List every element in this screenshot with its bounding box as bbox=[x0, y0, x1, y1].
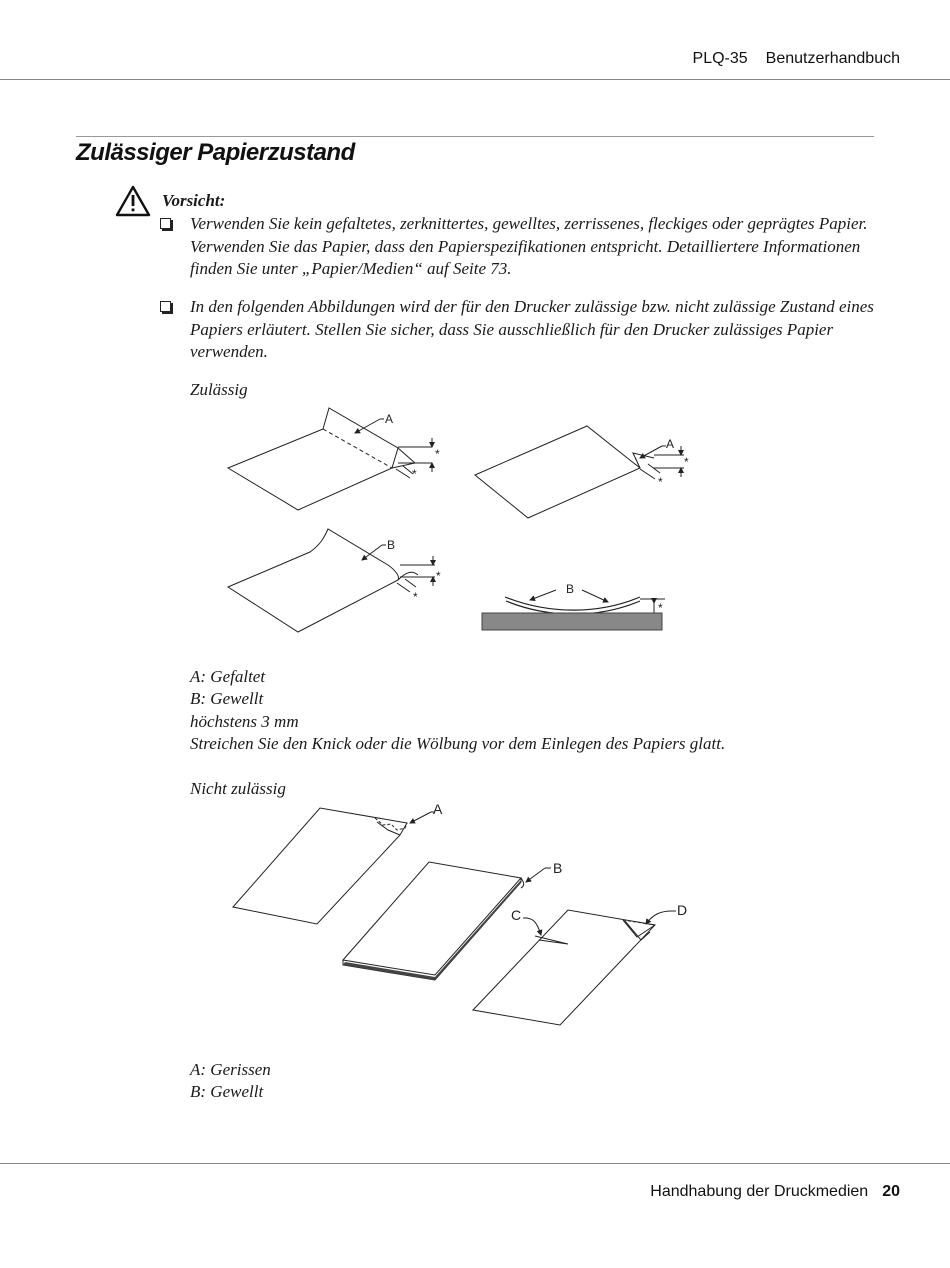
caution-item bbox=[160, 296, 880, 364]
caution-item-text: Verwenden Sie kein gefaltetes, zerknittertes, gewelltes, zerrissenes, fleckiges oder geprägtes Papier. Verwenden Sie das Papier, dass den Papierspezifikationen entspricht. Detailliertere Informationen finden Sie unter „Papier/Medien“ auf Seite 73. bbox=[190, 214, 868, 278]
fig-label-a: A bbox=[666, 437, 675, 451]
allowed-legend-item: A: Gefaltet bbox=[190, 667, 266, 686]
page-header bbox=[693, 50, 900, 68]
not-allowed-legend-item: B: Gewellt bbox=[190, 1082, 264, 1101]
caution-item bbox=[160, 213, 880, 281]
fig-label-b: B bbox=[553, 860, 563, 876]
bullet-box-icon bbox=[160, 218, 171, 229]
fig-label-star: * bbox=[412, 467, 417, 481]
allowed-legend-item: B: Gewellt bbox=[190, 689, 264, 708]
fig-label-a: A bbox=[385, 412, 394, 426]
caution-item-text: In den folgenden Abbildungen wird der für den Drucker zulässige bzw. nicht zulässige Zustand eines Papiers erläutert. Stellen Sie sicher, dass Sie ausschließlich für den Drucker zulässiges Papier verwenden. bbox=[190, 297, 874, 361]
allowed-legend-item: Streichen Sie den Knick oder die Wölbung vor dem Einlegen des Papiers glatt. bbox=[190, 734, 726, 753]
footer-divider bbox=[0, 1163, 950, 1164]
allowed-paper-figure bbox=[220, 400, 700, 640]
header-product: PLQ-35 bbox=[692, 50, 748, 67]
section-title: Zulässiger Papierzustand bbox=[76, 139, 355, 166]
not-allowed-heading: Nicht zulässig bbox=[190, 779, 286, 798]
not-allowed-legend-item: A: Gerissen bbox=[190, 1060, 271, 1079]
header-manual-title: Benutzerhandbuch bbox=[765, 50, 900, 67]
fig-label-b: B bbox=[566, 582, 575, 596]
fig-label-star: * bbox=[684, 455, 689, 469]
title-rule bbox=[76, 136, 874, 137]
allowed-heading: Zulässig bbox=[190, 380, 248, 399]
fig-label-b: B bbox=[387, 538, 396, 552]
allowed-legend-item: höchstens 3 mm bbox=[190, 712, 299, 731]
page-number: 20 bbox=[882, 1183, 900, 1200]
fig-label-star: * bbox=[436, 569, 441, 583]
header-divider bbox=[0, 79, 950, 80]
fig-label-c: C bbox=[511, 907, 522, 923]
fig-label-star: * bbox=[658, 601, 663, 615]
fig-label-a: A bbox=[433, 801, 443, 817]
caution-heading: Vorsicht: bbox=[162, 191, 226, 210]
not-allowed-paper-figure bbox=[225, 800, 705, 1035]
bullet-box-icon bbox=[160, 301, 171, 312]
footer-chapter: Handhabung der Druckmedien bbox=[650, 1183, 869, 1200]
fig-label-d: D bbox=[677, 902, 688, 918]
page-footer bbox=[650, 1183, 900, 1201]
fig-label-star: * bbox=[435, 447, 440, 461]
warning-triangle-icon bbox=[115, 185, 151, 217]
fig-label-star: * bbox=[658, 475, 663, 489]
fig-label-star: * bbox=[413, 590, 418, 604]
